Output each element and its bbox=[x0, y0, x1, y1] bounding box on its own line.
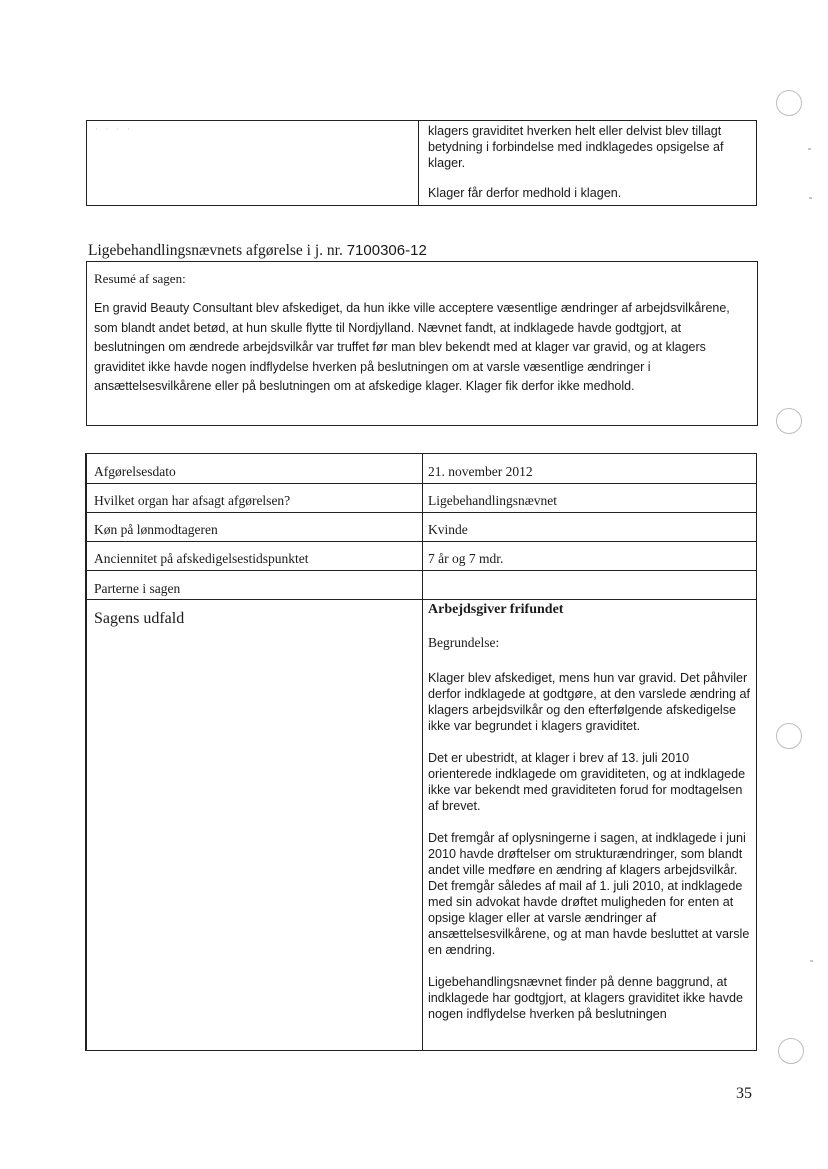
conclusion-result: Klager får derfor medhold i klagen. bbox=[428, 186, 622, 200]
outcome-details bbox=[428, 602, 753, 1038]
table-column-divider bbox=[418, 121, 419, 205]
reasoning-paragraph: Det fremgår af oplysningerne i sagen, at indklagede i juni 2010 havde drøftelser om strukturændringer, som blandt andet ville medføre en ændring af klagers arbejdsvilkår. Det fremgår således af mail af 1. juli 2010, at indklagede med sin advokat havde drøftet muligheden for enten at opsige klager eller at varsle ændringer af ansættelsesvilkårene, og at man havde besluttet at varsle en ændring. bbox=[428, 831, 750, 957]
previous-case-conclusion bbox=[428, 123, 753, 201]
seniority-value: 7 år og 7 mdr. bbox=[428, 551, 504, 566]
case-number: 7100306-12 bbox=[346, 242, 427, 259]
gender-value: Kvinde bbox=[428, 522, 468, 537]
page-number: 35 bbox=[736, 1085, 752, 1102]
authority-value: Ligebehandlingsnævnet bbox=[428, 493, 557, 508]
reasoning-label: Begrundelse: bbox=[428, 635, 500, 650]
facts-column-divider bbox=[422, 454, 423, 1050]
punch-hole-icon bbox=[776, 408, 802, 434]
case-heading-prefix: Ligebehandlingsnævnets afgørelse i j. nr. bbox=[88, 242, 347, 259]
case-summary-box bbox=[86, 261, 758, 426]
scan-speck bbox=[808, 148, 811, 150]
conclusion-paragraph: klagers graviditet hverken helt eller delvist blev tillagt betydning i forbindelse med indklagedes opsigelse af klager. bbox=[428, 124, 724, 170]
seniority-label: Anciennitet på afskedigelsestidspunktet bbox=[94, 551, 309, 566]
scan-speck bbox=[809, 197, 812, 199]
reasoning-paragraph: Klager blev afskediget, mens hun var gravid. Det påhviler derfor indklagede at godtgøre, at den varslede ændring af klagers arbejdsvilkår og den efterfølgende afskedigelse ikke var begrundet i klagers graviditet. bbox=[428, 671, 751, 733]
row-divider bbox=[87, 599, 756, 600]
row-divider bbox=[87, 541, 756, 542]
case-heading bbox=[88, 242, 427, 260]
outcome-label: Sagens udfald bbox=[94, 610, 185, 627]
punch-hole-icon bbox=[778, 1038, 804, 1064]
row-divider bbox=[87, 570, 756, 571]
reasoning-paragraph: Det er ubestridt, at klager i brev af 13. juli 2010 orienterede indklagede om graviditeten, og at indklagede ikke var bekendt med graviditeten forud for modtagelsen af brevet. bbox=[428, 751, 746, 813]
parties-label: Parterne i sagen bbox=[94, 581, 181, 596]
row-divider bbox=[87, 512, 756, 513]
gender-label: Køn på lønmodtageren bbox=[94, 522, 218, 537]
summary-text: En gravid Beauty Consultant blev afskediget, da hun ikke ville acceptere væsentlige ændringer af arbejdsvilkårene, som blandt andet betød, at hun skulle flytte til Nordjylland. Nævnet fandt, at indklagede havde godtgjort, at beslutningen om ændrede arbejdsvilkår var truffet før man blev bekendt med at klager var gravid, og at klagers graviditet ikke havde nogen indflydelse hverken på beslutningen om at varsle væsentlige ændringer i ansættelsesvilkårene eller på beslutningen om at afskedige klager. Klager fik derfor ikke medhold. bbox=[94, 301, 730, 393]
case-facts-table bbox=[85, 453, 757, 1051]
reasoning-paragraph: Ligebehandlingsnævnet finder på denne baggrund, at indklagede har godtgjort, at klagers graviditet ikke havde nogen indflydelse hverken på beslutningen bbox=[428, 975, 744, 1021]
authority-label: Hvilket organ har afsagt afgørelsen? bbox=[94, 493, 291, 508]
decision-date-value: 21. november 2012 bbox=[428, 464, 533, 479]
decision-date-label: Afgørelsesdato bbox=[94, 464, 176, 479]
faint-scan-marks: · · · · bbox=[95, 125, 133, 134]
previous-case-table bbox=[86, 120, 757, 206]
scan-speck bbox=[810, 960, 813, 962]
punch-hole-icon bbox=[776, 90, 802, 116]
punch-hole-icon bbox=[776, 723, 802, 749]
summary-title: Resumé af sagen: bbox=[94, 271, 186, 286]
row-divider bbox=[87, 483, 756, 484]
outcome-verdict: Arbejdsgiver frifundet bbox=[428, 602, 564, 617]
